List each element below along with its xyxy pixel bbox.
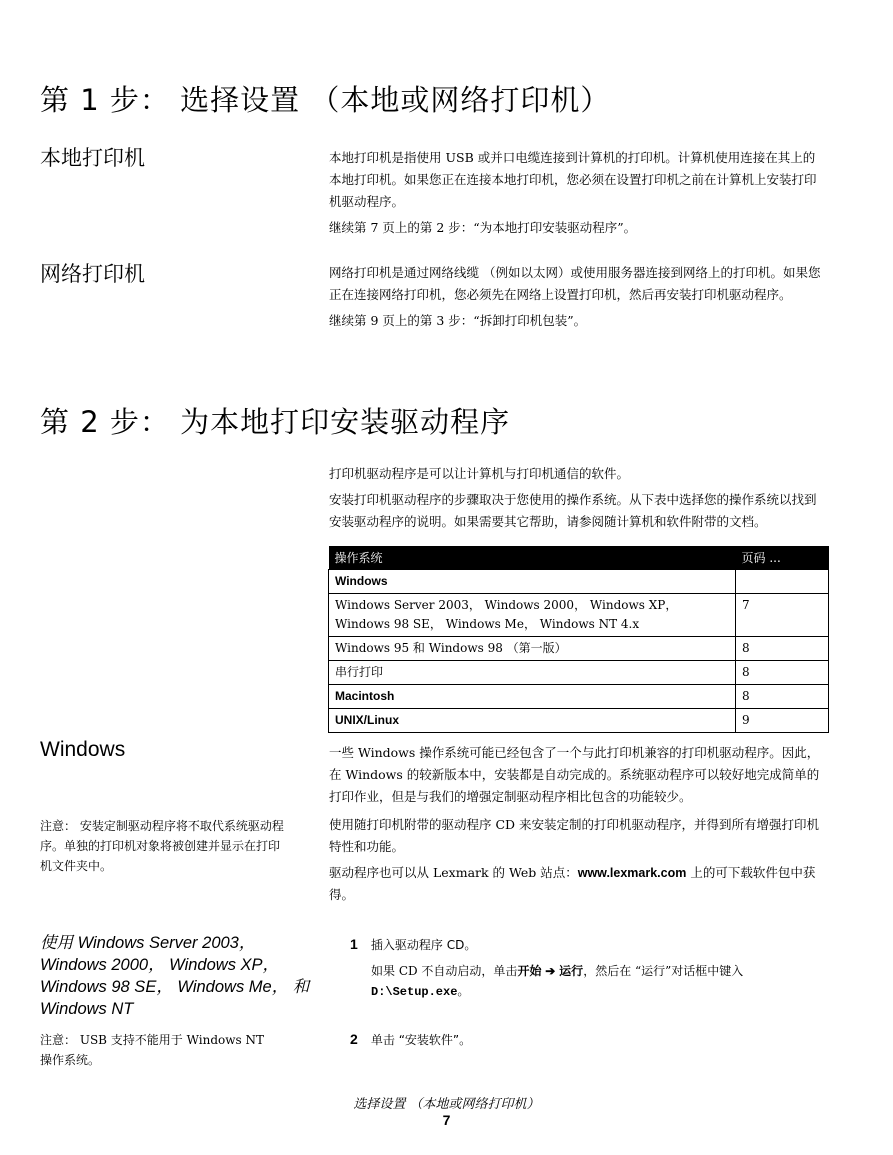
windows-description: 一些 Windows 操作系统可能已经包含了一个与此打印机兼容的打印机驱动程序。因此，在 Windows 的较新版本中，安装都是自动完成的。系统驱动程序可以较好地完成简单的打印作业，但是与我们的增强定制驱动程序相比包含的功能较少。 bbox=[329, 745, 820, 804]
page-cell: 8 bbox=[736, 685, 829, 709]
local-printer-description: 本地打印机是指使用 USB 或并口电缆连接到计算机的打印机。计算机使用连接在其上的本地打印机。如果您正在连接本地打印机，您必须在设置打印机之前在计算机上安装打印机驱动程序。 bbox=[329, 150, 817, 209]
install-subheading: 使用 Windows Server 2003， Windows 2000， Windows XP， Windows 98 SE， Windows Me， 和 Windows NT bbox=[40, 934, 310, 1018]
download-info bbox=[329, 862, 824, 906]
windows-note bbox=[40, 816, 290, 876]
os-cell-line: Windows Server 2003， Windows 2000， Windows XP， bbox=[335, 598, 678, 612]
os-cell: Windows bbox=[329, 570, 736, 594]
step-number: 2 bbox=[350, 1031, 358, 1047]
page-number: 7 bbox=[442, 1112, 451, 1128]
os-cell bbox=[329, 594, 736, 637]
local-printer-section bbox=[329, 147, 824, 239]
table-row bbox=[329, 637, 829, 661]
header-os: 操作系统 bbox=[329, 546, 736, 570]
step2-title: 第 2 步： 为本地打印安装驱动程序 bbox=[40, 405, 511, 439]
network-printer-description: 网络打印机是通过网络线缆 （例如以太网）或使用服务器连接到网络上的打印机。如果您正在连接网络打印机，您必须先在网络上设置打印机，然后再安装打印机驱动程序。 bbox=[329, 265, 821, 302]
download-info-text: 驱动程序也可以从 Lexmark 的 Web 站点： bbox=[329, 865, 578, 880]
table-row bbox=[329, 570, 829, 594]
arrow-right-icon: ➔ bbox=[545, 964, 556, 978]
windows-heading: Windows bbox=[40, 738, 126, 761]
note-text: USB 支持不能用于 Windows NT 操作系统。 bbox=[40, 1033, 264, 1067]
step1-title: 第 1 步： 选择设置 （本地或网络打印机） bbox=[40, 83, 611, 117]
step-detail-end: 。 bbox=[457, 984, 470, 998]
step-number: 1 bbox=[350, 936, 358, 952]
lexmark-website-link[interactable]: www.lexmark.com bbox=[577, 866, 687, 880]
run-menu-label: 运行 bbox=[559, 964, 584, 978]
download-info-text-end: 上的可下载软件包中获得。 bbox=[329, 865, 816, 902]
windows-section bbox=[329, 742, 824, 906]
os-cell: 串行打印 bbox=[329, 661, 736, 685]
table-row bbox=[329, 709, 829, 733]
os-cell: Macintosh bbox=[329, 685, 736, 709]
os-cell-line: Windows 98 SE， Windows Me， Windows NT 4.x bbox=[335, 617, 640, 631]
install-step-1 bbox=[350, 934, 830, 1002]
table-row bbox=[329, 661, 829, 685]
step-detail bbox=[371, 961, 830, 1002]
setup-command: D:\Setup.exe bbox=[371, 985, 458, 999]
network-printer-heading: 网络打印机 bbox=[40, 262, 145, 286]
step-detail-text-mid: ，然后在 “运行”对话框中键入 bbox=[583, 964, 744, 978]
network-printer-section bbox=[329, 262, 824, 332]
header-page: 页码 ... bbox=[736, 546, 829, 570]
network-printer-continue: 继续第 9 页上的第 3 步：“拆卸打印机包装”。 bbox=[329, 313, 587, 328]
footer-section-title: 选择设置 （本地或网络打印机） bbox=[353, 1097, 540, 1112]
page-cell bbox=[736, 570, 829, 594]
driver-selection-instructions: 安装打印机驱动程序的步骤取决于您使用的操作系统。从下表中选择您的操作系统以找到安装驱动程序的说明。如果需要其它帮助，请参阅随计算机和软件附带的文档。 bbox=[329, 492, 817, 529]
usb-note bbox=[40, 1030, 270, 1070]
install-step-2 bbox=[350, 1029, 830, 1048]
start-menu-label: 开始 bbox=[517, 964, 542, 978]
custom-driver-description: 使用随打印机附带的驱动程序 CD 来安装定制的打印机驱动程序，并得到所有增强打印机特性和功能。 bbox=[329, 817, 820, 854]
note-label: 注意： bbox=[40, 1033, 77, 1047]
driver-definition: 打印机驱动程序是可以让计算机与打印机通信的软件。 bbox=[329, 466, 630, 481]
page-cell: 8 bbox=[736, 661, 829, 685]
step-detail-text: 如果 CD 不自动启动，单击 bbox=[371, 964, 518, 978]
page-cell: 7 bbox=[736, 594, 829, 637]
os-cell: UNIX/Linux bbox=[329, 709, 736, 733]
table-row bbox=[329, 685, 829, 709]
table-header-row bbox=[329, 546, 829, 570]
note-text: 安装定制驱动程序将不取代系统驱动程序。单独的打印机对象将被创建并显示在打印机文件夹中。 bbox=[40, 819, 284, 873]
page-cell: 9 bbox=[736, 709, 829, 733]
local-printer-heading: 本地打印机 bbox=[40, 146, 145, 170]
note-label: 注意： bbox=[40, 819, 77, 833]
os-cell: Windows 95 和 Windows 98 （第一版） bbox=[329, 637, 736, 661]
step-text: 插入驱动程序 CD。 bbox=[370, 938, 477, 952]
step-text: 单击 “安装软件”。 bbox=[370, 1033, 472, 1047]
step2-intro bbox=[329, 463, 824, 533]
local-printer-continue: 继续第 7 页上的第 2 步：“为本地打印安装驱动程序”。 bbox=[329, 220, 637, 235]
table-row bbox=[329, 594, 829, 637]
os-table bbox=[328, 546, 829, 733]
page-cell: 8 bbox=[736, 637, 829, 661]
